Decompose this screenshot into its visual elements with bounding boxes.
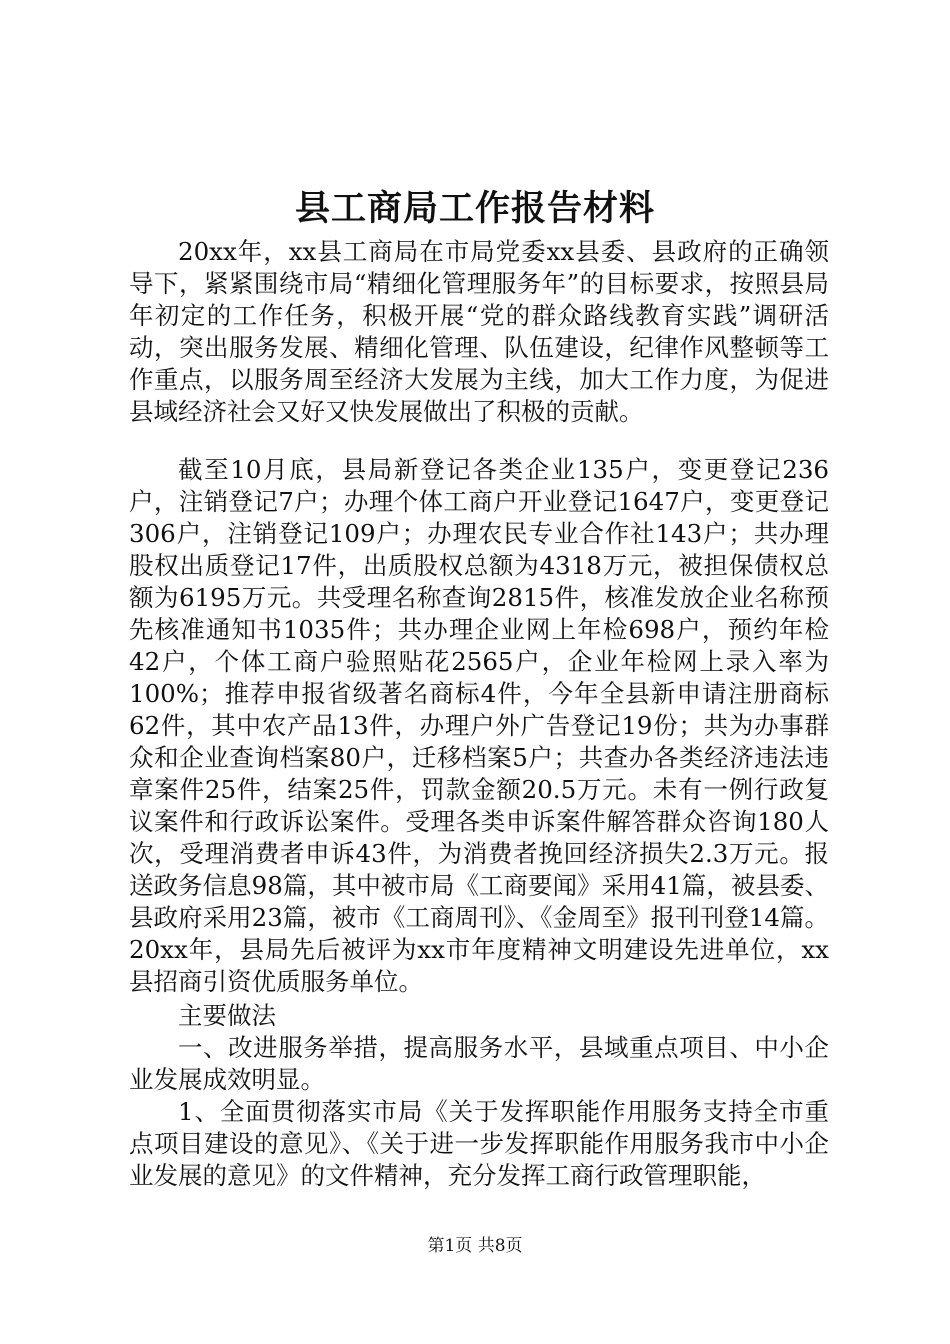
document-title: 县工商局工作报告材料 [294,188,655,229]
section-item-1: 1、全面贯彻落实市局《关于发挥职能作用服务支持全市重点项目建设的意见》、《关于进一步发挥职能作用服务我市中小企业发展的意见》的文件精神，充分发挥工商行政管理职能， [129,1097,829,1190]
paragraph-statistics: 截至10月底，县局新登记各类企业135户，变更登记236户，注销登记7户；办理个体工商户开业登记1647户，变更登记306户，注销登记109户；办理农民专业合作社143户；共办理股权出质登记17件，出质股权总额为4318万元，被担保债权总额为6195万元。共受理名称查询2815件，核准发放企业名称预先核准通知书1035件；共办理企业网上年检698户，预约年检42户，个体工商户验照贴花2565户，企业年检网上录入率为100%；推荐申报省级著名商标4件，今年全县新申请注册商标62件，其中农产品13件，办理户外广告登记19份；共为办事群众和企业查询档案80户，迁移档案5户；共查办各类经济违法违章案件25件，结案25件，罚款金额20.5万元。未有一例行政复议案件和行政诉讼案件。受理各类申诉案件解答群众咨询180人次，受理消费者申诉43件，为消费者挽回经济损失2.3万元。报送政务信息98篇，其中被市局《工商要闻》采用41篇，被县委、县政府采用23篇，被市《工商周刊》、《金周至》报刊刊登14篇。20xx年，县局先后被评为xx市年度精神文明建设先进单位，xx县招商引资优质服务单位。 [129,455,829,996]
section-point-1: 一、改进服务举措，提高服务水平，县域重点项目、中小企业发展成效明显。 [129,1033,829,1094]
paragraph-intro: 20xx年，xx县工商局在市局党委xx县委、县政府的正确领导下，紧紧围绕市局“精细化管理服务年”的目标要求，按照县局年初定的工作任务，积极开展“党的群众路线教育实践”调研活动，突出服务发展、精细化管理、队伍建设，纪律作风整顿等工作重点，以服务周至经济大发展为主线，加大工作力度，为促进县域经济社会又好又快发展做出了积极的贡献。 [129,237,829,426]
section-heading: 主要做法 [178,1001,276,1030]
page-indicator: 第1页 共8页 [427,1236,523,1256]
section-main-practices [129,1000,829,1192]
